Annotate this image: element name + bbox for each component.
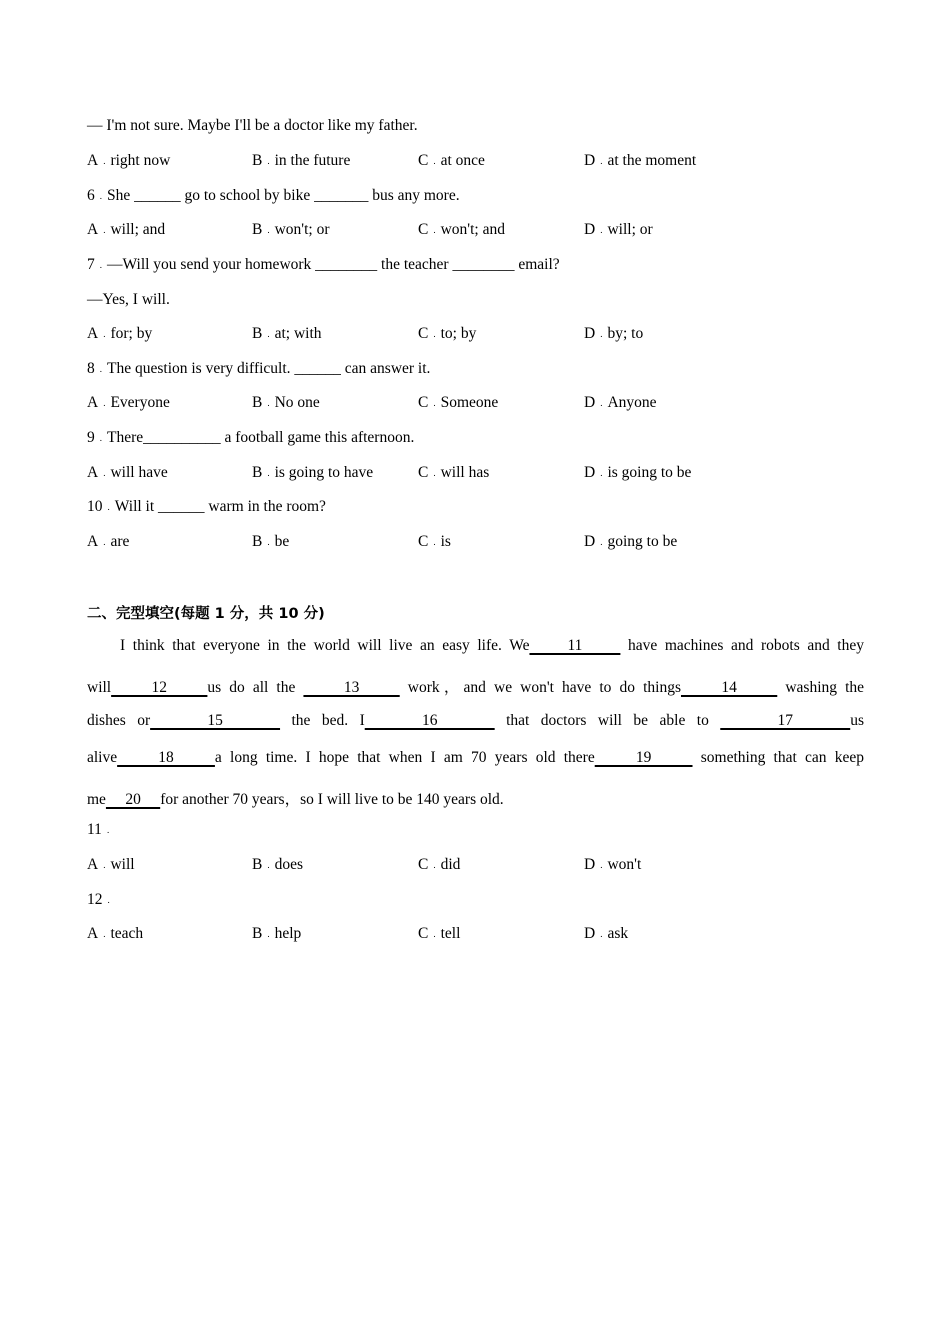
q6-stem: 6 . She ______ go to school by bike _______ bus any more.	[87, 187, 460, 204]
passage-line-2: will 12 us do all the 13 work，and we won't have to do things 14 washing the	[87, 679, 865, 696]
q10-option-c: C . is	[418, 533, 451, 550]
q7-option-c: C . to; by	[418, 325, 477, 342]
q6-option-c: C . won't; and	[418, 221, 505, 238]
q11-option-b: B . does	[252, 856, 304, 873]
q9-option-c: C . will has	[418, 464, 490, 481]
q11-option-d: D . won't	[584, 856, 642, 873]
blank-15: 15	[150, 712, 281, 729]
q11-option-c: C . did	[418, 856, 461, 873]
q5-option-a: A . right now	[87, 152, 171, 169]
q12-option-b: B . help	[252, 925, 302, 942]
q9-option-b: B . is going to have	[252, 464, 374, 481]
blank-12: 12	[111, 679, 208, 696]
q8-stem: 8 . The question is very difficult. ______ can answer it.	[87, 360, 431, 377]
q5-answer-line: — I'm not sure. Maybe I'll be a doctor like my father.	[87, 117, 418, 134]
q5-option-d: D . at the moment	[584, 152, 697, 169]
blank-18: 18	[117, 749, 215, 766]
q7-option-a: A . for; by	[87, 325, 153, 342]
blank-14: 14	[680, 679, 778, 696]
q8-option-d: D . Anyone	[584, 394, 657, 411]
q8-option-b: B . No one	[252, 394, 320, 411]
q5-option-c: C . at once	[418, 152, 485, 169]
blank-19: 19	[594, 749, 693, 766]
q7-reply: —Yes, I will.	[87, 291, 170, 308]
blank-13: 13	[303, 679, 400, 696]
q8-option-a: A . Everyone	[87, 394, 170, 411]
passage-line-1: I think that everyone in the world will live an easy life. We 11 have machines and robots and they	[120, 637, 864, 654]
q6-option-d: D . will; or	[584, 221, 653, 238]
q7-stem: 7 . —Will you send your homework ________ the teacher ________ email?	[87, 256, 560, 273]
passage-line-5: me 20 for another 70 years，so I will live to be 140 years old.	[87, 791, 504, 808]
q12-option-d: D . ask	[584, 925, 629, 942]
passage-line-4: alive 18 a long time. I hope that when I am 70 years old there 19 something that can keep	[87, 749, 865, 766]
q11-option-a: A . will	[87, 856, 135, 873]
q6-option-a: A . will; and	[87, 221, 166, 238]
q7-option-b: B . at; with	[252, 325, 322, 342]
q5-option-b: B . in the future	[252, 152, 351, 169]
q8-option-c: C . Someone	[418, 394, 499, 411]
q12-number: 12 .	[87, 891, 110, 908]
q9-option-a: A . will have	[87, 464, 168, 481]
section-heading: 二、完型填空(每题 1 分，共 10 分)	[87, 606, 325, 622]
q10-option-a: A . are	[87, 533, 130, 550]
blank-17: 17	[720, 712, 851, 729]
q10-option-d: D . going to be	[584, 533, 678, 550]
q6-option-b: B . won't; or	[252, 221, 330, 238]
q10-stem: 10 . Will it ______ warm in the room?	[87, 498, 326, 515]
q11-number: 11 .	[87, 821, 110, 838]
blank-11: 11	[529, 637, 621, 654]
q7-option-d: D . by; to	[584, 325, 644, 342]
passage-line-3: dishes or 15 the bed. I 16 that doctors will be able to 17 us	[87, 712, 864, 729]
blank-20: 20	[105, 791, 161, 808]
q10-option-b: B . be	[252, 533, 290, 550]
q9-stem: 9 . There__________ a football game this afternoon.	[87, 429, 415, 446]
blank-16: 16	[364, 712, 495, 729]
q12-option-c: C . tell	[418, 925, 461, 942]
q9-option-d: D . is going to be	[584, 464, 692, 481]
q12-option-a: A . teach	[87, 925, 144, 942]
